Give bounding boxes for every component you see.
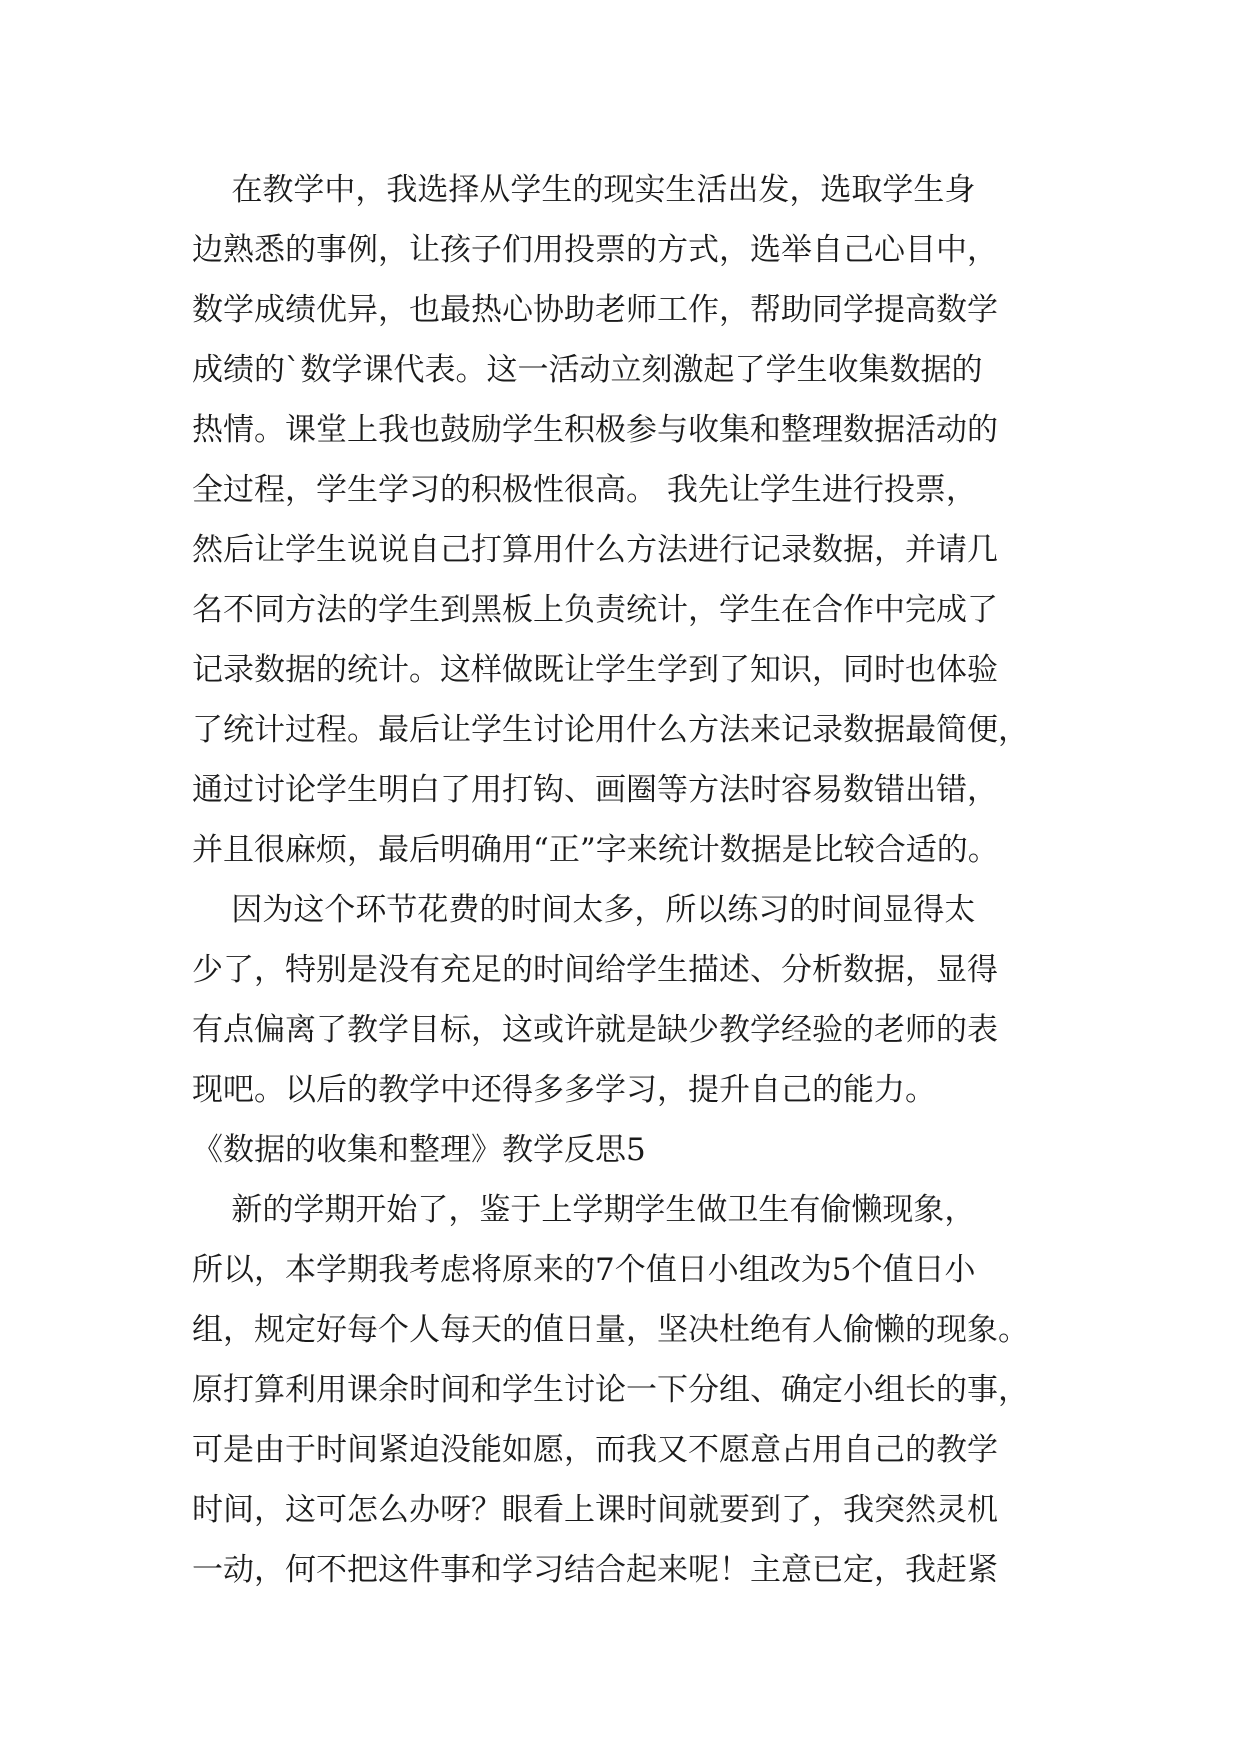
- text-line: 因为这个环节花费的时间太多，所以练习的时间显得太: [192, 892, 976, 928]
- text-line: 了统计过程。最后让学生讨论用什么方法来记录数据最简便，: [192, 712, 1029, 748]
- text-line: 组，规定好每个人每天的值日量，坚决杜绝有人偷懒的现象。: [192, 1312, 1029, 1348]
- text-line: 全过程，学生学习的积极性很高。 我先让学生进行投票，: [192, 472, 977, 508]
- text-line: 边熟悉的事例，让孩子们用投票的方式，选举自己心目中，: [192, 232, 998, 268]
- text-line: 通过讨论学生明白了用打钩、画圈等方法时容易数错出错，: [192, 772, 998, 808]
- paragraph-3: [192, 1180, 1072, 1600]
- text-line: 原打算利用课余时间和学生讨论一下分组、确定小组长的事，: [192, 1372, 1029, 1408]
- text-line: 有点偏离了教学目标，这或许就是缺少教学经验的老师的表: [192, 1012, 998, 1048]
- text-line: 然后让学生说说自己打算用什么方法进行记录数据，并请几: [192, 532, 998, 568]
- text-line: 可是由于时间紧迫没能如愿，而我又不愿意占用自己的教学: [192, 1432, 998, 1468]
- text-line: 热情。课堂上我也鼓励学生积极参与收集和整理数据活动的: [192, 412, 998, 448]
- text-line: 记录数据的统计。这样做既让学生学到了知识，同时也体验: [192, 652, 998, 688]
- text-line: 数学成绩优异，也最热心协助老师工作，帮助同学提高数学: [192, 292, 998, 328]
- text-line: 并且很麻烦，最后明确用“正”字来统计数据是比较合适的。: [192, 832, 999, 868]
- text-line: 少了，特别是没有充足的时间给学生描述、分析数据，显得: [192, 952, 998, 988]
- text-line: 所以，本学期我考虑将原来的7个值日小组改为5个值日小: [192, 1252, 976, 1288]
- section-heading: 《数据的收集和整理》教学反思5: [192, 1132, 646, 1168]
- text-line: 一动，何不把这件事和学习结合起来呢！主意已定，我赶紧: [192, 1552, 998, 1588]
- text-line: 时间，这可怎么办呀？眼看上课时间就要到了，我突然灵机: [192, 1492, 998, 1528]
- text-line: 新的学期开始了，鉴于上学期学生做卫生有偷懒现象，: [192, 1192, 976, 1228]
- document-body: [192, 160, 1072, 1600]
- text-line: 现吧。以后的教学中还得多多学习，提升自己的能力。: [192, 1072, 936, 1108]
- text-line: 名不同方法的学生到黑板上负责统计，学生在合作中完成了: [192, 592, 998, 628]
- paragraph-1: [192, 160, 1072, 880]
- text-line: 成绩的`数学课代表。这一活动立刻激起了学生收集数据的: [192, 352, 983, 388]
- text-line: 在教学中，我选择从学生的现实生活出发，选取学生身: [192, 172, 976, 208]
- paragraph-2: [192, 880, 1072, 1120]
